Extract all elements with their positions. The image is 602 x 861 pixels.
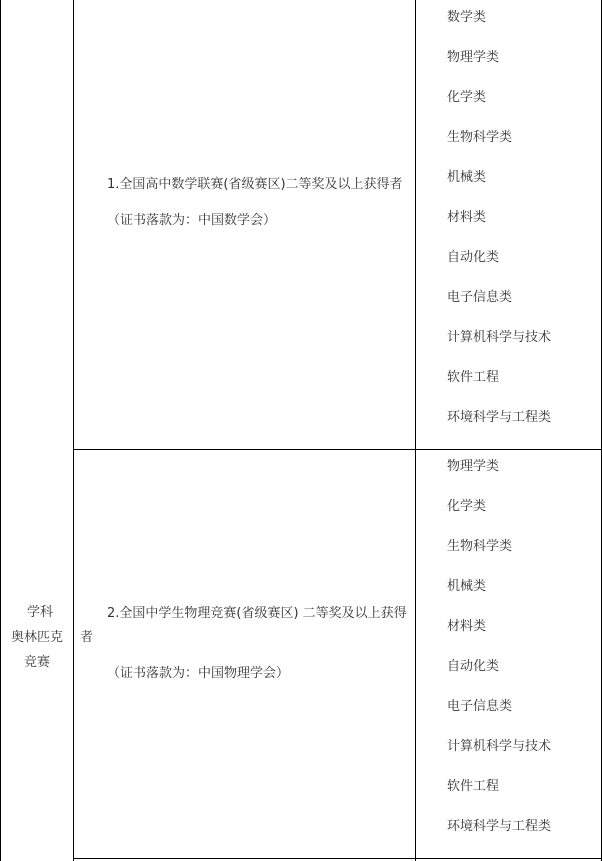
competition-name: 1.全国高中数学联赛(省级赛区)二等奖及以上获得者	[107, 177, 403, 192]
row-divider-bottom	[73, 858, 602, 859]
major-item: 化学类	[447, 90, 487, 105]
major-item: 自动化类	[447, 250, 500, 265]
category-label-line2: 奥林匹克	[10, 630, 63, 645]
major-item: 机械类	[447, 170, 487, 185]
major-item: 计算机科学与技术	[447, 739, 552, 754]
major-item: 数学类	[447, 10, 487, 25]
certificate-issuer: （证书落款为：中国物理学会）	[107, 666, 290, 681]
category-label-line1: 学科	[26, 605, 53, 620]
majors-list-2	[447, 457, 597, 857]
major-item: 机械类	[447, 579, 487, 594]
majors-list-1	[447, 8, 597, 448]
table-border-left	[0, 0, 1, 861]
competition-name: 2.全国中学生物理竞赛(省级赛区) 二等奖及以上获得者	[80, 606, 407, 645]
category-cell	[1, 600, 73, 675]
major-item: 材料类	[447, 619, 487, 634]
major-item: 电子信息类	[447, 290, 513, 305]
certificate-issuer: （证书落款为：中国数学会）	[107, 213, 277, 228]
major-item: 物理学类	[447, 50, 500, 65]
major-item: 电子信息类	[447, 699, 513, 714]
major-item: 计算机科学与技术	[447, 330, 552, 345]
competition-cell-1	[80, 173, 410, 233]
major-item: 生物科学类	[447, 539, 513, 554]
major-item: 材料类	[447, 210, 487, 225]
major-item: 物理学类	[447, 459, 500, 474]
major-item: 环境科学与工程类	[447, 410, 552, 425]
column-divider-2	[415, 0, 416, 861]
category-label-line3: 竞赛	[23, 655, 50, 670]
column-divider-1	[73, 0, 74, 861]
major-item: 软件工程	[447, 779, 500, 794]
major-item: 自动化类	[447, 659, 500, 674]
major-item: 软件工程	[447, 370, 500, 385]
major-item: 化学类	[447, 499, 487, 514]
row-divider	[73, 449, 602, 450]
major-item: 生物科学类	[447, 130, 513, 145]
competition-cell-2	[80, 602, 410, 686]
major-item: 环境科学与工程类	[447, 819, 552, 834]
